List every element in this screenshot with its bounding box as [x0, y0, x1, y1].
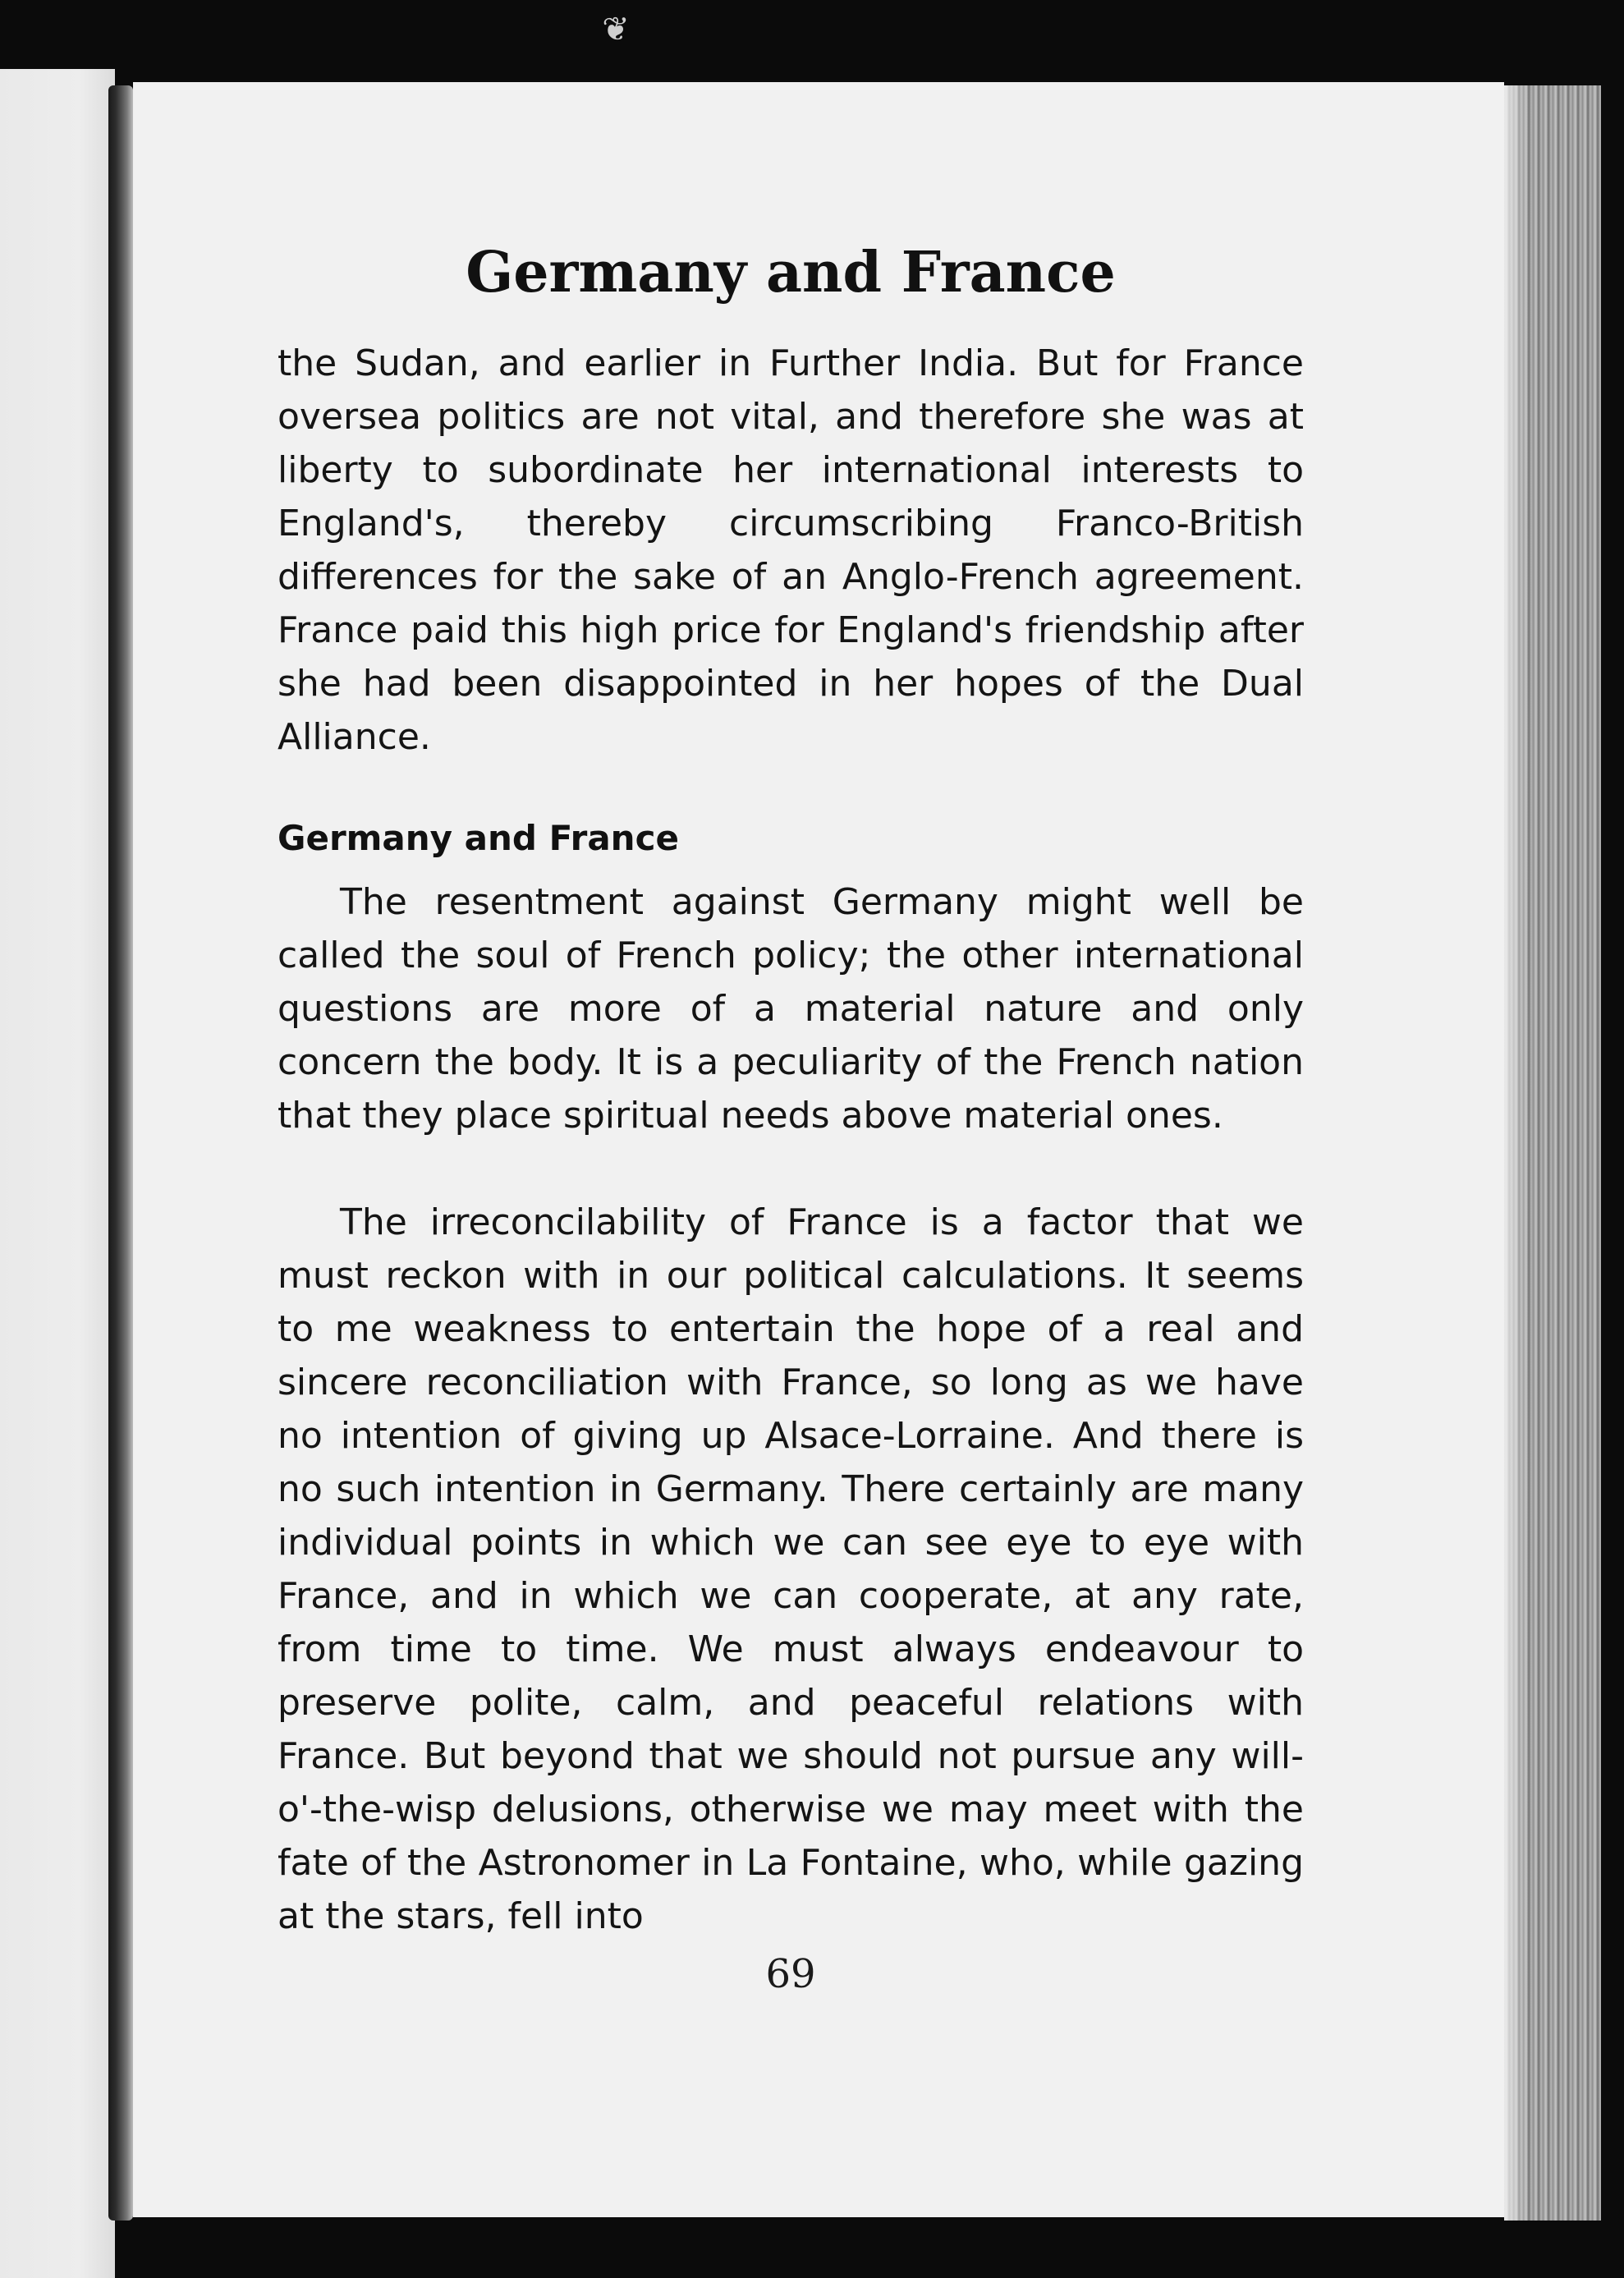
paragraph-resentment: The resentment against Germany might well be called the soul of French policy; the other international questions are more of a material nature and only concern the body. It is a peculiarity of the French nation that they place spiritual needs above material ones. [278, 881, 1304, 1137]
running-head: Germany and France [466, 240, 1116, 305]
section-heading: Germany and France [278, 818, 679, 858]
paragraph-irreconcilability: The irreconcilability of France is a factor that we must reckon with in our political calculations. It seems to me weakness to entertain the hope of a real and sincere reconciliation with France, so long as we have no intention of giving up Alsace-Lorraine. And there is no such intention in Germany. There certainly are many individual points in which we can see eye to eye with France, and in which we can cooperate, at any rate, from time to time. We must always endeavour to preserve polite, calm, and peaceful relations with France. But beyond that we should not pursue any will-o'-the-wisp delusions, otherwise we may meet with the fate of the Astronomer in La Fontaine, who, while gazing at the stars, fell into [278, 1201, 1304, 1937]
page-edge-shadow [1504, 85, 1529, 2221]
flower-ornament-icon: ❦ [602, 11, 630, 48]
continued-paragraph: the Sudan, and earlier in Further India. But for France oversea politics are not vital, and therefore she was at liberty to subordinate her international interests to England's, thereby circumscribing Franco-British differences for the sake of an Anglo-French agreement. France paid this high price for England's friendship after she had been disappointed in her hopes of the Dual Alliance. [278, 342, 1304, 758]
book-binding [108, 85, 133, 2221]
page-number: 69 [765, 1951, 816, 1997]
left-page-margin [0, 69, 115, 2278]
